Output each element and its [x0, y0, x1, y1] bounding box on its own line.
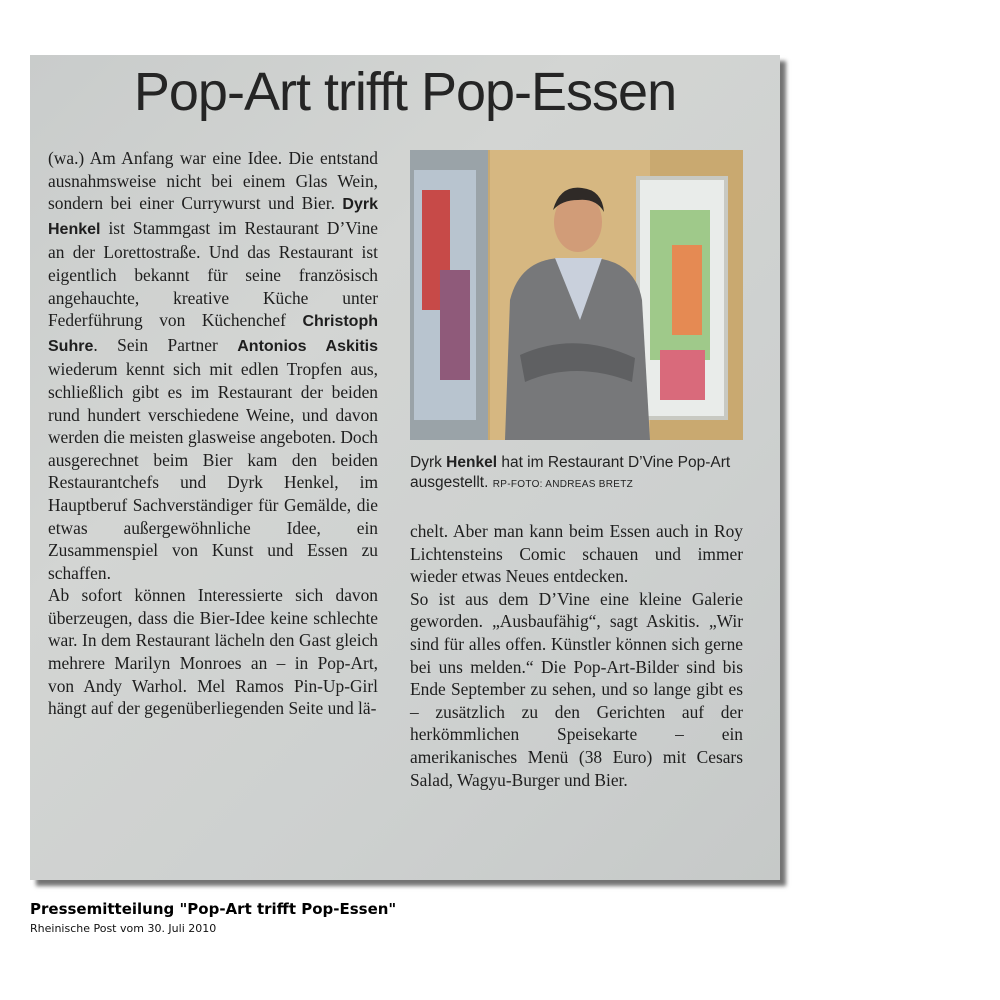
caption-text: hat im Restaurant D’Vine Pop-Art ausgestellt.: [410, 454, 731, 491]
article-column-left: [48, 147, 378, 720]
article-paragraph-2: Ab sofort können Interessierte sich davon überzeugen, dass die Bier-Idee keine schlechte war. In dem Restaurant lächeln den Gast gleich mehrere Marilyn Monroes an – in Pop-Art, von Andy Warhol. Mel Ramos Pin-Up-Girl hängt auf der gegenüberliegenden Seite und lä-: [48, 585, 378, 719]
document-title: Pressemitteilung "Pop-Art trifft Pop-Essen": [30, 900, 397, 918]
photo-caption: [410, 453, 750, 495]
article-paragraph-4: So ist aus dem D’Vine eine kleine Galerie geworden. „Ausbaufähig“, sagt Askitis. „Wir sind für alles offen. Künstler können sich gerne bei uns melden.“ Die Pop-Art-Bilder sind bis Ende September zu sehen, und so lange gibt es – zusätzlich zu den Gerichten auf der herkömmlichen Speisekarte – ein amerikanisches Menü (38 Euro) mit Cesars Salad, Wagyu-Burger und Bier.: [410, 588, 743, 790]
article-paragraph-3: chelt. Aber man kann beim Essen auch in Roy Lichtensteins Comic schauen und immer wieder etwas Neues entdecken.: [410, 521, 743, 587]
text-span: ist Stammgast im Restaurant D’Vine an der Lorettostraße. Und das Restaurant ist eigentlich bekannt für seine französisch angehauchte, kreative Küche unter Federführung von Küchenchef: [48, 217, 378, 331]
person-name-askitis: Antonios Askitis: [237, 337, 378, 355]
article-photo: [410, 150, 743, 440]
person-name-henkel: Dyrk Henkel: [48, 196, 378, 238]
newspaper-clipping: [30, 55, 780, 880]
article-column-right: [410, 520, 743, 791]
person-name-suhre: Christoph Suhre: [48, 313, 378, 355]
photo-credit: RP-FOTO: ANDREAS BRETZ: [492, 479, 634, 490]
caption-text: Dyrk: [410, 454, 442, 471]
article-paragraph-1: [48, 147, 378, 584]
photo-illustration: [410, 150, 743, 440]
text-span: . Sein Partner: [93, 334, 218, 355]
caption-name: Henkel: [446, 454, 498, 471]
article-headline: Pop-Art trifft Pop-Essen: [133, 62, 677, 122]
text-span: (wa.) Am Anfang war eine Idee. Die entstand ausnahmsweise nicht bei einem Glas Wein, sondern bei einer Currywurst und Bier.: [48, 148, 378, 214]
document-source: Rheinische Post vom 30. Juli 2010: [30, 922, 217, 935]
text-span: wiederum kennt sich mit edlen Tropfen aus, schließlich gibt es im Restaurant der beiden rund hundert verschiedene Weine, und davon werden die meisten glasweise angeboten. Doch ausgerechnet beim Bier kam den beiden Restaurantchefs und Dyrk Henkel, im Hauptberuf Sachverständiger für Gemälde, die etwas außergewöhnliche Idee, ein Zusammenspiel von Kunst und Essen zu schaffen.: [48, 359, 378, 583]
